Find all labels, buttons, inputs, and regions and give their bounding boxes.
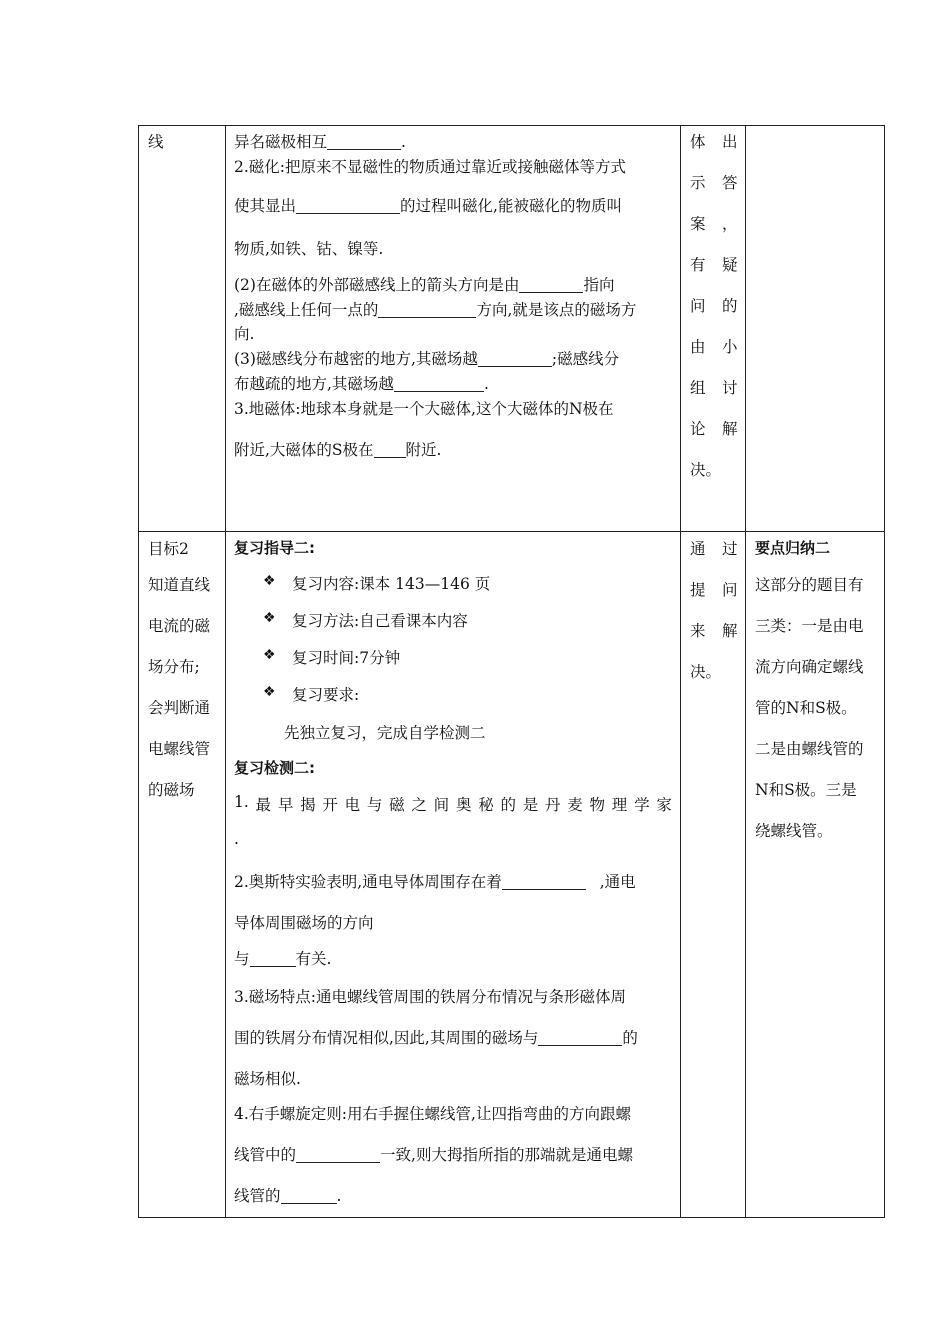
method-char: 来	[690, 622, 706, 640]
answer-blank[interactable]	[502, 874, 586, 891]
row1-line-4: 物质,如铁、钴、镍等.	[234, 240, 384, 258]
summary-line: N和S极。三是	[755, 781, 857, 799]
row1-line-9: 布越疏的地方,其磁场越 .	[234, 375, 489, 393]
bullet-item: 复习时间:7分钟	[292, 649, 401, 667]
column-divider-1	[225, 125, 226, 1218]
column-divider-3	[745, 125, 746, 1218]
method-char: 提	[690, 581, 706, 599]
bullet-diamond-icon: ❖	[263, 684, 276, 700]
goal-line: 场分布;	[148, 658, 200, 676]
question-2-line-3: 与 有关.	[234, 950, 332, 968]
row1-line-5: (2)在磁体的外部磁感线上的箭头方向是由 指向	[234, 276, 615, 294]
answer-blank[interactable]	[296, 1147, 380, 1164]
row1-line-10: 3.地磁体:地球本身就是一个大磁体,这个大磁体的N极在	[234, 400, 614, 418]
method-char: 有	[690, 256, 706, 274]
question-2-line-2: 导体周围磁场的方向	[234, 914, 374, 932]
summary-title: 要点归纳二	[755, 539, 831, 557]
method-char: 示	[690, 174, 706, 192]
method-char: ，	[722, 215, 738, 233]
method-char: 出	[722, 133, 738, 151]
row-divider	[138, 531, 885, 532]
summary-line: 这部分的题目有	[755, 576, 864, 594]
bullet-item: 复习方法:自己看课本内容	[292, 612, 468, 630]
goal-line: 会判断通	[148, 699, 211, 717]
row1-line-11: 附近,大磁体的S极在 附近.	[234, 441, 442, 459]
goal-line: 知道直线	[148, 576, 211, 594]
table-bottom-border	[138, 1217, 885, 1218]
answer-blank[interactable]	[538, 1030, 622, 1047]
question-1-end: .	[234, 830, 239, 848]
guide-title: 复习指导二:	[234, 539, 315, 557]
question-4-line-1: 4.右手螺旋定则:用右手握住螺线管,让四指弯曲的方向跟螺	[234, 1105, 631, 1123]
answer-blank[interactable]	[478, 351, 552, 368]
answer-blank[interactable]	[281, 1188, 337, 1205]
table-top-border	[138, 125, 885, 126]
method-char: 决。	[690, 663, 722, 681]
question-4-line-3: 线管的 .	[234, 1187, 342, 1205]
row1-line-1: 异名磁极相互 .	[234, 133, 406, 151]
question-1: 1. 最 早 揭 开 电 与 磁 之 间 奥 秘 的 是 丹 麦 物 理 学 家	[234, 793, 672, 814]
method-char: 的	[722, 297, 738, 315]
method-char: 决。	[690, 461, 722, 479]
bullet-item: 复习内容:课本 143—146 页	[292, 575, 491, 593]
answer-blank[interactable]	[519, 277, 583, 294]
method-char: 解	[722, 420, 738, 438]
answer-blank[interactable]	[296, 198, 400, 215]
question-3-line-3: 磁场相似.	[234, 1070, 301, 1088]
method-char: 讨	[722, 379, 738, 397]
method-char: 论	[690, 420, 706, 438]
requirement-text: 先独立复习，完成自学检测二	[284, 724, 486, 742]
method-char: 疑	[722, 256, 738, 274]
method-char: 通	[690, 540, 706, 558]
method-char: 解	[722, 622, 738, 640]
goal-line: 电螺线管	[148, 740, 211, 758]
method-char: 小	[722, 338, 738, 356]
method-char: 组	[690, 379, 706, 397]
table-right-border	[884, 125, 885, 1218]
answer-blank[interactable]	[394, 376, 484, 393]
question-4-line-2: 线管中的 一致,则大拇指所指的那端就是通电螺	[234, 1146, 633, 1164]
table-left-border	[138, 125, 139, 1218]
method-char: 案	[690, 215, 706, 233]
row1-line-7: 向.	[234, 325, 255, 343]
row1-line-3: 使其显出 的过程叫磁化,能被磁化的物质叫	[234, 197, 622, 215]
method-char: 问	[690, 297, 706, 315]
summary-line: 三类：一是由电	[755, 617, 864, 635]
answer-blank[interactable]	[327, 134, 401, 151]
question-3-line-1: 3.磁场特点:通电螺线管周围的铁屑分布情况与条形磁体周	[234, 988, 627, 1006]
bullet-diamond-icon: ❖	[263, 647, 276, 663]
question-3-line-2: 围的铁屑分布情况相似,因此,其周围的磁场与 的	[234, 1029, 638, 1047]
answer-blank[interactable]	[250, 951, 296, 968]
method-char: 由	[690, 338, 706, 356]
goal-line: 的磁场	[148, 781, 195, 799]
row1-line-6: ,磁感线上任何一点的 方向,就是该点的磁场方	[234, 301, 637, 319]
summary-line: 管的N和S极。	[755, 699, 857, 717]
bullet-diamond-icon: ❖	[263, 573, 276, 589]
summary-line: 绕螺线管。	[755, 822, 833, 840]
answer-blank[interactable]	[378, 302, 476, 319]
row1-line-2: 2.磁化:把原来不显磁性的物质通过靠近或接触磁体等方式	[234, 158, 627, 176]
column-divider-2	[680, 125, 681, 1218]
summary-line: 二是由螺线管的	[755, 740, 864, 758]
row1-goal-text: 线	[148, 133, 164, 151]
method-char: 过	[722, 540, 738, 558]
question-2-line-1: 2.奥斯特实验表明,通电导体周围存在着 ,通电	[234, 873, 636, 891]
answer-blank[interactable]	[374, 442, 406, 459]
row1-line-8: (3)磁感线分布越密的地方,其磁场越 ;磁感线分	[234, 350, 620, 368]
check-title: 复习检测二:	[234, 759, 315, 777]
bullet-diamond-icon: ❖	[263, 610, 276, 626]
goal-line: 电流的磁	[148, 617, 211, 635]
method-char: 体	[690, 133, 706, 151]
goal-line: 目标2	[148, 540, 189, 558]
summary-line: 流方向确定螺线	[755, 658, 864, 676]
method-char: 问	[722, 581, 738, 599]
bullet-item: 复习要求:	[292, 686, 360, 704]
method-char: 答	[722, 174, 738, 192]
